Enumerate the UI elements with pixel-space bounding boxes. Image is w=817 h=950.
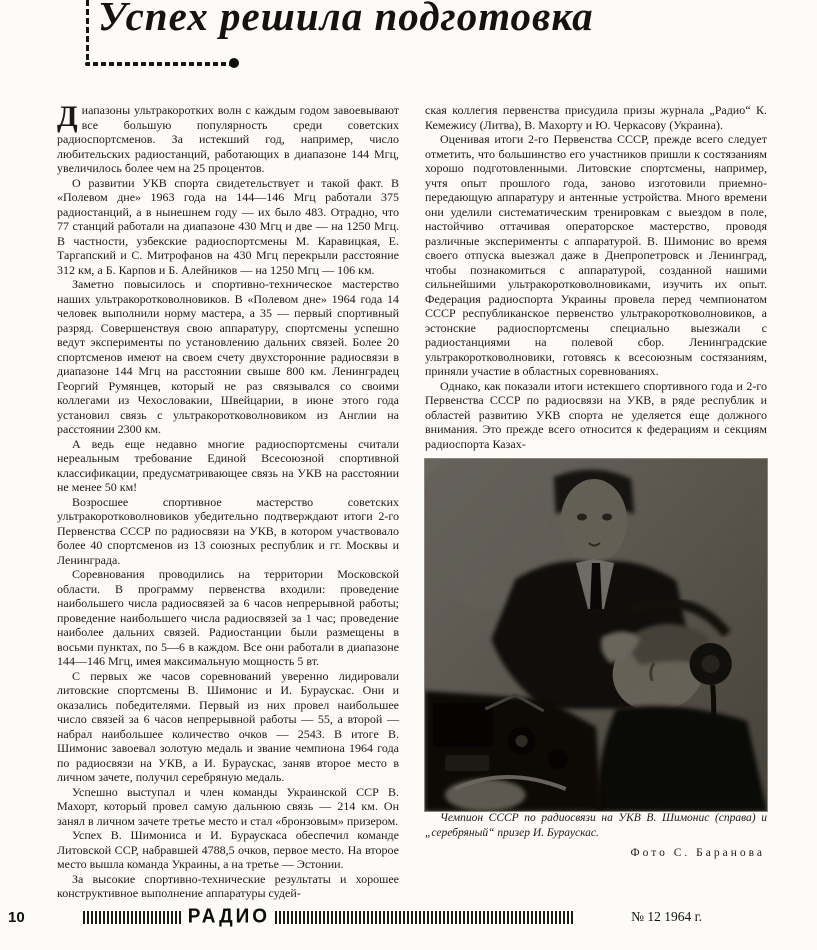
headline-border-end-dot [229,58,239,68]
article-paragraph: А ведь еще недавно многие радиоспортсмены считали нереальным требование Единой Всесоюзной спортивной классификации, предусматривающее связь на УКВ на расстоянии не менее 50 км! [57,436,399,494]
article-paragraph: Однако, как показали итоги истекшего спортивного года и 2-го Первенства СССР по радиосвязи на УКВ, в ряде республик и областей развитию УКВ спорта не уделяется еще должного внимания. Это прежде всего относится к федерациям и секциям радиоспорта Казах- [425,378,767,451]
magazine-logo: РАДИО [187,905,271,928]
article-paragraph [57,100,399,176]
page-footer [8,905,760,928]
article-body [57,100,767,901]
article-paragraph: Оценивая итоги 2-го Первенства СССР, прежде всего следует отметить, что большинство его участников пришли к состязаниям хорошо подготовленными. Литовские спортсмены, например, учтя опыт прошлого года, заново изготовили приемно-передающую аппаратуру и антенные устройства. Много времени они уделили систематическим тренировкам с выездом в поле, настойчиво оттачивая операторское мастерство, проводя различные эксперименты с аппаратурой. В. Шимонис во время своего отпуска выезжал даже в Днепропетровск и Ленинград, чтобы познакомиться с аппаратурой, созданной нашими сильнейшими ультракоротковолновиками, изучить их опыт. Федерация радиоспорта Украины провела перед чемпионатом СССР республиканское первенство ультракоротковолновиков, а эстонские радиоспортсмены специально выезжали с радиостанциями на полевой сбор. Ленинградские ультракоротковолновики, готовясь к всесоюзным состязаниям, приняли участие в областных соревнованиях. [425,132,767,378]
article-paragraph: Успешно выступал и член команды Украинской ССР В. Махорт, который провел самую дальнюю связь — 214 км. Он занял в личном зачете третье место и стал «бронзовым» призером. [57,784,399,828]
photo-illustration [425,459,767,811]
paragraph-text: иапазоны ультракоротких волн с каждым годом завоевывают все большую популярность среди советских радиоспортсменов. За истекший год, например, число любительских радиостанций, работающих в диапазоне 144 Мгц, увеличилось более чем на 25 процентов. [57,103,399,175]
headline-dashed-border-horizontal [85,62,231,66]
footer-rule-left [83,911,183,924]
article-paragraph: С первых же часов соревнований уверенно лидировали литовские спортсмены В. Шимонис и И. Бураускас. Они и оказались победителями. Первый из них провел наибольшее число связей за 6 часов непрерывной работы — 55, а второй — набрал наибольшее количество очков — 2543. В итоге В. Шимонис завоевал золотую медаль и звание чемпиона 1964 года по радиосвязи на УКВ, а И. Бураускас, заняв второе место в личном зачете, получил серебряную медаль. [57,668,399,784]
article-paragraph: Заметно повысилось и спортивно-техническое мастерство наших ультракоротковолновиков. В «Полевом дне» 1964 года 14 человек выполнили норму мастера, а 35 — первый спортивный разряд. Совершенствуя свою аппаратуру, спортсмены успешно ведут эксперименты по установлению дальних связей. Более 20 спортсменов имеют на своем счету двухсторонние радиосвязи в диапазоне 144 Мгц на расстоянии свыше 800 км. Ленинградец Георгий Румянцев, который не раз связывался со своими коллегами из Чехословакии, Швейцарии, в июне этого года установил связь с ультракоротковолновиком из Англии на расстоянии 2300 км. [57,277,399,436]
article-photo [425,459,767,811]
footer-rule-right [275,911,575,924]
issue-label: № 12 1964 г. [631,909,702,924]
article-paragraph: ская коллегия первенства присудила призы журнала „Радио“ К. Кемежису (Литва), В. Махорту и Ю. Черкасову (Украина). [425,103,767,132]
drop-cap: Д [57,100,78,133]
headline-block [98,0,594,40]
photo-caption: Чемпион СССР по радиосвязи на УКВ В. Шимонис (справа) и „серебряный“ призер И. Бураускас. [425,812,767,839]
right-column [425,103,767,901]
article-paragraph: Соревнования проводились на территории Московской области. В программу первенства входили: проведение наибольшего числа радиосвязей за 6 часов непрерывной работы; проведение наибольшего числа радиосвязей за 1 час; проведение наиболее дальних связей. Радиостанции были размещены в восьми пунктах, по 5—6 в каждом. Все они работали в диапазоне 144—146 Мгц, имея максимальную мощность 5 вт. [57,567,399,668]
page-number: 10 [8,908,25,926]
headline-dashed-border-vertical [86,0,89,60]
photo-credit: Фото С. Баранова [630,847,765,859]
left-column [57,100,399,901]
article-paragraph: За высокие спортивно-технические результаты и хорошее конструктивное выполнение аппаратуры судей- [57,871,399,900]
article-paragraph: О развитии УКВ спорта свидетельствует и такой факт. В «Полевом дне» 1963 года на 144—146 Мгц работали 375 радиостанций, а в нынешнем году — их было 483. Отрадно, что 77 станций работали на диапазоне 430 Мгц и две — на 1250 Мгц. В частности, узбекские радиоспортсмены М. Каравицкая, Е. Таргапский и С. Митрофанов на 430 Мгц перекрыли расстояние 312 км, а Б. Карпов и Б. Алейников — на 1250 Мгц — 106 км. [57,175,399,277]
article-paragraph: Успех В. Шимониса и И. Бураускаса обеспечил команде Литовской ССР, набравшей 4788,5 очков, первое место. На второе место вышла команда Украины, а на третье — Эстонии. [57,828,399,871]
article-paragraph: Возросшее спортивное мастерство советских ультракоротковолновиков убедительно подтверждают итоги 2-го Первенства СССР по радиосвязи на УКВ, в котором участвовало более 40 спортсменов из 13 союзных республик и гг. Москвы и Ленинграда. [57,494,399,567]
article-title: Успех решила подготовка [98,0,594,39]
